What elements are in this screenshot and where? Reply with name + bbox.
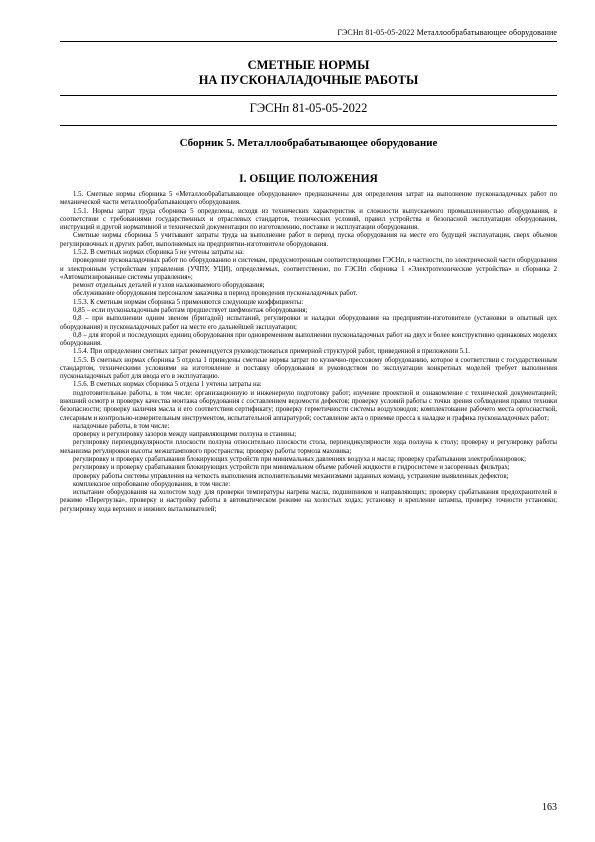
running-header: ГЭСНп 81-05-05-2022 Металлообрабатывающее оборудование: [337, 28, 557, 37]
paragraph: регулировку и проверку срабатывания блокирующих устройств при минимальном объеме рабочей жидкости в гидросистеме и засоренных фильтрах;: [73, 464, 510, 472]
paragraph: комплексное опробование оборудования, в том числе:: [73, 480, 231, 488]
paragraph: регулировку перпендикулярности плоскости ползуна относительно плоскости стола, перпендикулярности хода ползуна к столу; проверку и регулировку работы механизма регулировки высоты межштампового пространства; проверку работы тормоза маховика;: [60, 439, 557, 455]
paragraph: 1.5.3. К сметным нормам сборника 5 применяются следующие коэффициенты:: [73, 298, 304, 306]
paragraph: ремонт отдельных деталей и узлов налаживаемого оборудования;: [73, 282, 265, 290]
paragraph: 0,85 – если пусконаладочным работам предшествует шефмонтаж оборудования;: [73, 306, 308, 314]
paragraph: 1.5.4. При определении сметных затрат рекомендуется руководствоваться примерной структурой работ, приведенной в приложении 5.1.: [73, 348, 470, 356]
collection-title: Сборник 5. Металлообрабатывающее оборудование: [179, 137, 438, 149]
paragraph: 1.5.1. Нормы затрат труда сборника 5 определены, исходя из технических характеристик и сложности выпускаемого промышленностью оборудования, в соответствии с требованиями государственных и отраслевых стандартов, технических условий, правил устройства и безопасной эксплуатации оборудования, инструкций и другой нормативной и технической документации по изготовлению, поставке и эксплуатации оборудования.: [60, 207, 557, 232]
paragraph: проверку и регулировку зазоров между направляющими ползуна и станины;: [73, 431, 297, 439]
title-line-1: СМЕТНЫЕ НОРМЫ: [247, 58, 370, 72]
title-line-2: НА ПУСКОНАЛАДОЧНЫЕ РАБОТЫ: [198, 73, 419, 87]
paragraph: 0,8 – при выполнении одним звеном (бригадой) испытаний, регулировки и наладки оборудования на предприятии-изготовителе (установки в опытный цех оборудования) и пусконаладочных работ на месте его дальнейшей эксплуатации;: [60, 315, 557, 331]
body-text: [60, 191, 557, 793]
paragraph: 1.5.6. В сметных нормах сборника 5 отдела 1 учтены затраты на:: [73, 381, 262, 389]
title-rule-top: [60, 95, 557, 96]
header-rule: [60, 41, 557, 42]
paragraph: обслуживание оборудования персоналом заказчика в период проведения пусконаладочных работ.: [73, 290, 358, 298]
paragraph: проверку работы системы управления на четкость выполнения исполнительными механизмами заданных команд, устранение выявленных дефектов;: [73, 472, 509, 480]
paragraph: 1.5. Сметные нормы сборника 5 «Металлообрабатывающее оборудование» предназначены для определения затрат на выполнение пусконаладочных работ по механической части металлообрабатывающего оборудования.: [60, 191, 557, 207]
document-code: ГЭСНп 81-05-05-2022: [249, 101, 368, 115]
page-number: 163: [542, 802, 557, 813]
paragraph: испытание оборудования на холостом ходу для проверки температуры нагрева масла, подшипников и направляющих; проверку срабатывания предохранителей в режиме «Перегрузка», проверку и настройку работы в автоматическом режиме на холостых ходах; установку и крепление штампа, проверку точности установки; регулировку хода верхних и нижних выталкивателей;: [60, 489, 557, 513]
paragraph: Сметные нормы сборника 5 учитывают затраты труда на выполнение работ в период пуска оборудования на месте его будущей эксплуатации, сверх объемов регулировочных и других работ, выполняемых на предприятии-изготовителе оборудования.: [60, 232, 557, 248]
paragraph: 0,8 – для второй и последующих единиц оборудования при одновременном выполнении пусконаладочных работ на двух и более конструктивно одинаковых моделях оборудования.: [60, 331, 557, 348]
paragraph: 1.5.5. В сметных нормах сборника 5 отдела 1 приведены сметные нормы затрат по кузнечно-прессовому оборудованию, которое в соответствии с государственным стандартом, техническими условиями на изготовление и поставку оборудования и руководством по эксплуатации конкретных моделей требует выполнения пусконаладочных работ для ввода его в эксплуатацию.: [60, 356, 557, 381]
paragraph: проведение пусконаладочных работ по оборудованию и системам, предусмотренным соответствующими ГЭСНп, в частности, по электрической части оборудования и электронным устройствам управления (УЧПУ, УЦИ), определяемых, соответственно, по ГЭСНп сборника 1 «Электротехнические устройства» и сборника 2 «Автоматизированные системы управления»;: [60, 257, 557, 281]
document-title: [60, 58, 557, 88]
paragraph: регулировку и проверку срабатывания блокирующих устройств при минимальных давлениях воздуха и масла; проверку срабатывания электроблокировок;: [73, 456, 526, 463]
paragraph: наладочные работы, в том числе:: [73, 422, 170, 430]
section-heading: I. ОБЩИЕ ПОЛОЖЕНИЯ: [239, 173, 378, 185]
paragraph: 1.5.2. В сметных нормах сборника 5 не учтены затраты на:: [73, 248, 245, 256]
title-rule-bottom: [60, 125, 557, 126]
paragraph: подготовительные работы, в том числе: организационную и инженерную подготовку работ; изучение проектной и ознакомление с технической документацией; внешний осмотр и проверку качества монтажа оборудования с составлением ведомости дефектов; проверку условий работы с точки зрения соблюдения правил техники безопасности; проверку наличия масла и его соответствия сертификату; проверку герметичности системы воздуховодов; комплектование рабочего места оргоснасткой, слесарным и контрольно-измерительным инструментом, испытательной аппаратурой; составление акта о приемке пресса к наладке и графика пусконаладочных работ;: [60, 389, 557, 422]
